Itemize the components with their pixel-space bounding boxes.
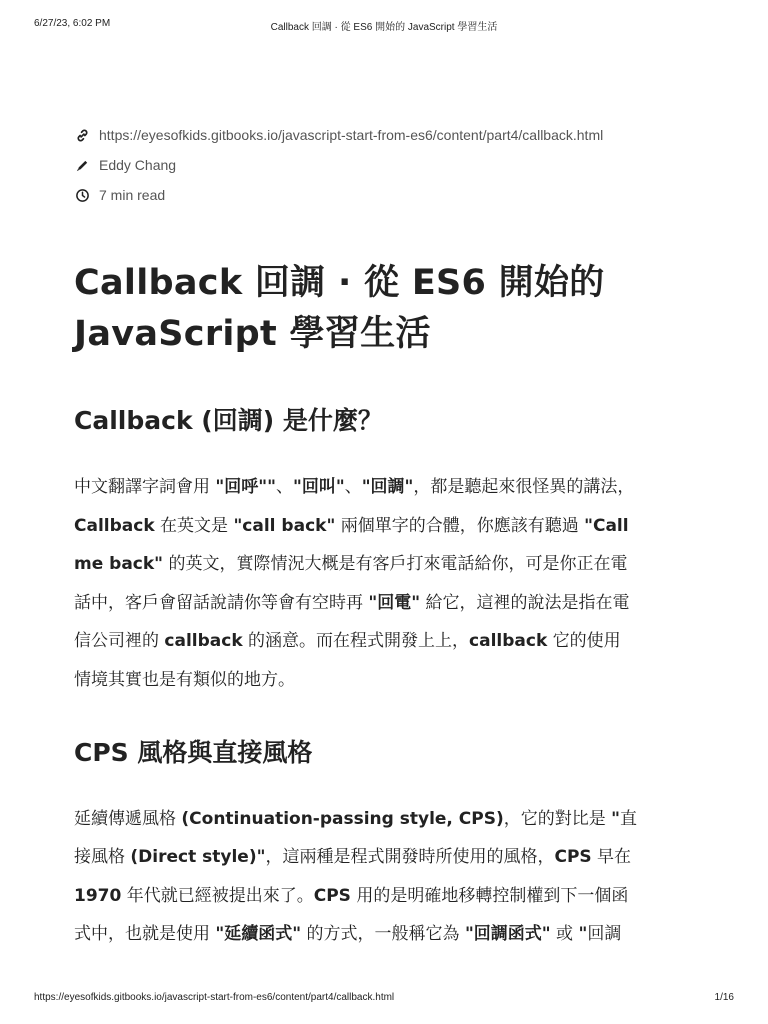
text-run: 年代就已經被提出來了。 [121,885,314,906]
section1-paragraph [74,468,694,700]
meta-author-row [74,150,694,180]
pen-icon [74,157,90,173]
print-header [34,18,734,32]
page-title [74,258,694,360]
bold-text: " [578,924,588,945]
text-run: 給它，這裡的說法是指在電 [420,592,630,613]
meta-url[interactable]: https://eyesofkids.gitbooks.io/javascript-start-from-es6/content/part4/callback.html [99,127,604,143]
section-heading-callback: Callback (回調) 是什麼？ [74,406,383,435]
paragraph-line [74,877,694,916]
paragraph-line [74,661,694,700]
text-run: 中文翻譯字詞會用 [74,477,216,497]
text-run: 接風格 [74,847,131,868]
text-run: 用的是明確地移轉控制權到下一個函 [350,885,629,906]
paragraph-line [74,507,694,546]
paragraph-line [74,800,694,839]
text-run: ，都是聽起來很怪異的講法， [413,477,635,497]
article-content [74,120,694,954]
page-title-line2: JavaScript 學習生活 [74,314,431,354]
bold-text: callback [164,631,243,652]
text-run: 的涵意。而在程式開發上上， [242,631,470,652]
page-number: 1/16 [714,992,734,1003]
page-title-line1: Callback 回調 · 從 ES6 開始的 [74,263,605,303]
text-run: 或 [550,924,579,945]
text-run: 話中，客戶會留話說請你等會有空時再 [74,592,369,613]
bold-text: 1970 [74,885,122,906]
bold-text: me back" [74,554,164,575]
bold-text: " [611,808,621,829]
bold-text: (Direct style)" [130,847,266,868]
paragraph-line [74,915,694,954]
text-run: 信公司裡的 [74,631,165,652]
bold-text: "回叫" [292,477,345,497]
text-run: ，這兩種是程式開發時所使用的風格， [265,847,555,868]
bold-text: "回調函式" [464,924,551,945]
bold-text: "回電" [368,592,421,613]
text-run: 延續傳遞風格 [74,808,182,829]
bold-text: "延續函式" [215,924,302,945]
print-title: Callback 回調 · 從 ES6 開始的 JavaScript 學習生活 [270,22,498,33]
section-heading-cps: CPS 風格與直接風格 [74,737,313,767]
section2-paragraph [74,800,694,954]
paragraph-line [74,545,694,584]
meta-readtime-row [74,180,694,210]
text-run: ，它的對比是 [503,808,612,829]
bold-text: callback [469,631,548,652]
text-run: 、 [344,477,362,497]
bold-text: Callback [74,515,155,536]
link-icon [74,127,90,143]
footer-url: https://eyesofkids.gitbooks.io/javascript-start-from-es6/content/part4/callback.html [34,992,395,1003]
bold-text: "回調" [361,477,414,497]
text-run: 式中，也就是使用 [74,924,216,945]
text-run: 兩個單字的合體，你應該有聽過 [335,515,585,536]
bold-text: "call back" [233,515,336,536]
text-run: 、 [275,477,293,497]
text-run: 它的使用 [547,631,621,652]
meta-url-row [74,120,694,150]
meta-author: Eddy Chang [99,157,177,173]
bold-text: CPS [313,885,351,906]
paragraph-line [74,838,694,877]
text-run: 的英文，實際情況大概是有客戶打來電話給你，可是你正在電 [163,554,628,575]
paragraph-line [74,468,694,507]
text-run: 直 [620,808,638,829]
bold-text: CPS [554,847,592,868]
bold-text: (Continuation-passing style, CPS) [181,808,504,829]
text-run: 在英文是 [154,515,234,536]
text-run: 的方式，一般稱它為 [301,924,465,945]
paragraph-line [74,584,694,623]
clock-icon [74,187,90,203]
text-run: 回調 [587,924,622,945]
text-run: 情境其實也是有類似的地方。 [74,669,295,690]
bold-text: "Call [584,515,629,536]
text-run: 早在 [591,847,632,868]
bold-text: "回呼"" [215,477,276,497]
print-date: 6/27/23, 6:02 PM [34,18,111,29]
meta-read-time: 7 min read [99,187,166,203]
paragraph-line [74,622,694,661]
print-footer [34,992,734,1006]
